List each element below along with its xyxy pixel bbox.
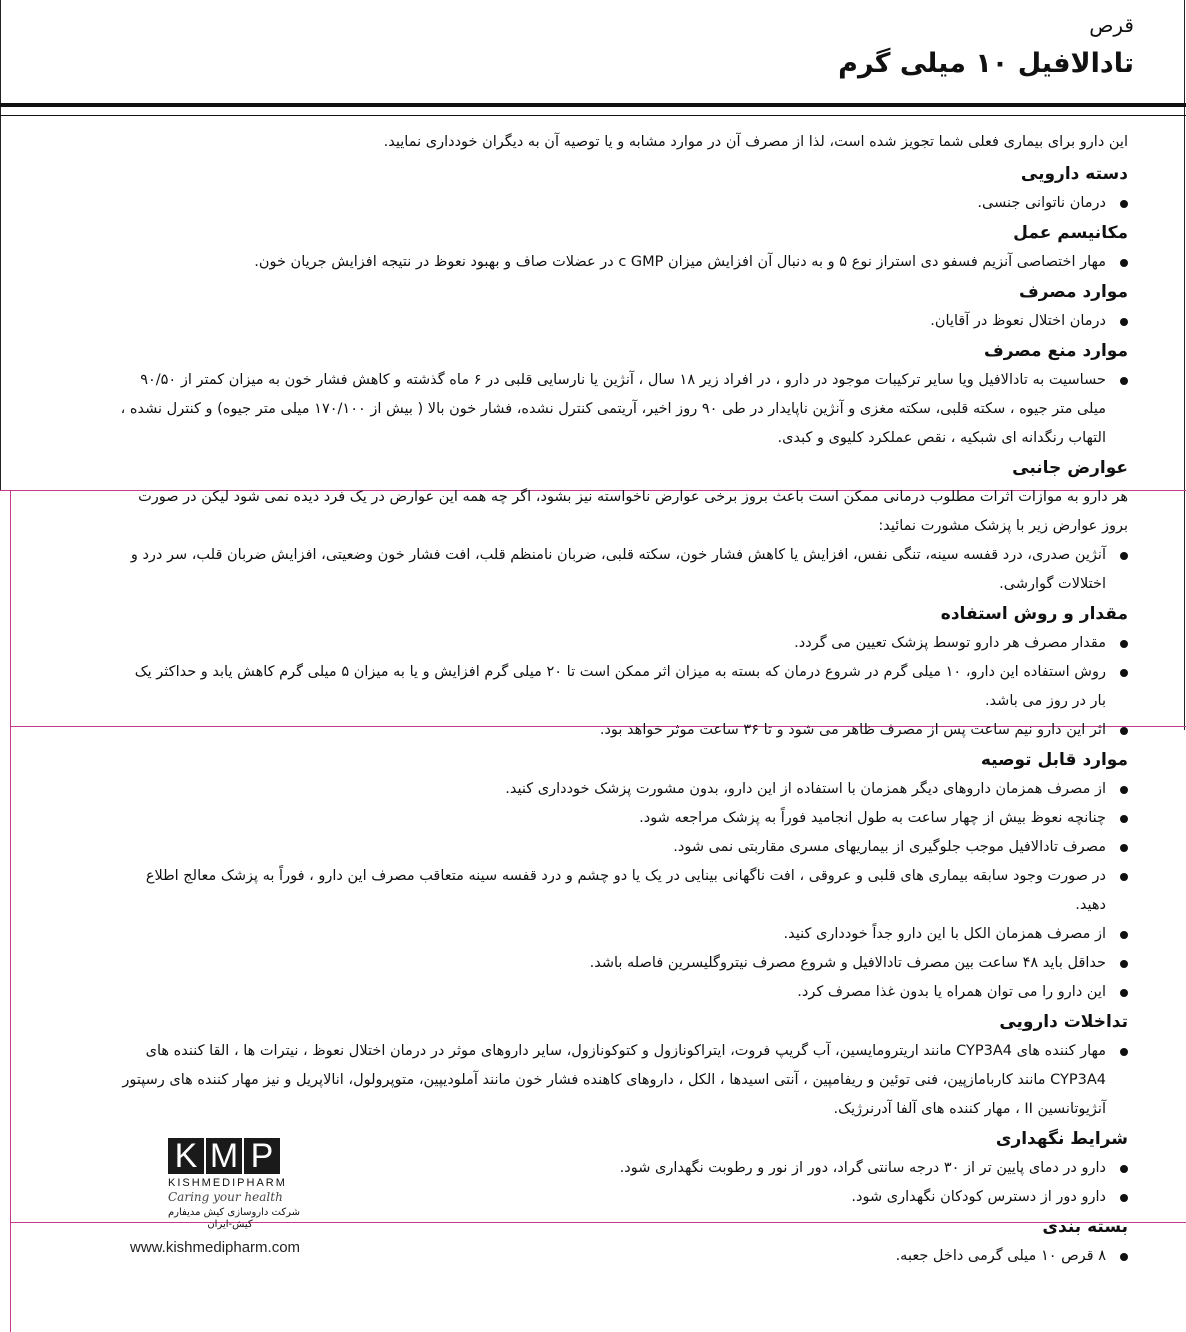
list-item: حساسیت به تادالافیل ویا سایر ترکیبات موجود در دارو ، در افراد زیر ۱۸ سال ، آنژین یا نارسایی قلبی در ۶ ماه گذشته و کاهش فشار خون به میزان کمتر از ۹۰/۵۰ میلی متر جیوه ، سکته قلبی، سکته مغزی و آنژین ناپایدار در طی ۹۰ روز اخیر، آریتمی کنترل نشده، فشار خون بالا ( بیش از ۱۷۰/۱۰۰ میلی متر جیوه) و کنترل نشده ، التهاب رنگدانه ای شبکیه ، نقص عملکرد کلیوی و کبدی.	[120, 366, 1128, 453]
list-item: مقدار مصرف هر دارو توسط پزشک تعیین می گردد.	[120, 629, 1128, 658]
list-item: چنانچه نعوظ بیش از چهار ساعت به طول انجامید فوراً به پزشک مراجعه شود.	[120, 804, 1128, 833]
bullet-icon	[1120, 786, 1128, 794]
logo-letter: P	[244, 1138, 280, 1174]
leaflet-body	[120, 128, 1128, 1271]
bullet-icon	[1120, 318, 1128, 326]
bullet-icon	[1120, 931, 1128, 939]
bullet-icon	[1120, 377, 1128, 385]
section-title-packaging: بسته بندی	[1042, 1217, 1128, 1237]
section-title-recommendations: موارد قابل توصیه	[980, 750, 1128, 770]
list-item: دارو در دمای پایین تر از ۳۰ درجه سانتی گراد، دور از نور و رطوبت نگهداری شود.	[120, 1154, 1128, 1183]
kmp-logo-icon	[168, 1138, 330, 1174]
left-border-line	[0, 0, 1, 490]
list-item: از مصرف همزمان داروهای دیگر همزمان با استفاده از این دارو، بدون مشورت پزشک خودداری کنید.	[120, 775, 1128, 804]
list-item: حداقل باید ۴۸ ساعت بین مصرف تادالافیل و شروع مصرف نیتروگلیسرین فاصله باشد.	[120, 949, 1128, 978]
bullet-icon	[1120, 815, 1128, 823]
bullet-icon	[1120, 1194, 1128, 1202]
list-item: از مصرف همزمان الکل با این دارو جداً خودداری کنید.	[120, 920, 1128, 949]
bullet-icon	[1120, 669, 1128, 677]
side-effects-intro: هر دارو به موازات اثرات مطلوب درمانی ممکن است باعث بروز برخی عوارض ناخواسته نیز بشود، اگر چه همه این عوارض در یک فرد دیده نمی شود لیکن در صورت بروز عوارض زیر با پزشک مشورت نمائید:	[138, 489, 1128, 534]
list-item: درمان اختلال نعوظ در آقایان.	[120, 307, 1128, 336]
company-name-fa: شرکت داروسازی کیش مدیفارم	[167, 1207, 300, 1218]
section-title-mechanism: مکانیسم عمل	[1013, 223, 1128, 243]
list-item: ۸ قرص ۱۰ میلی گرمی داخل جعبه.	[120, 1242, 1128, 1271]
bullet-icon	[1120, 1165, 1128, 1173]
drug-name: تادالافیل ۱۰ میلی گرم	[838, 48, 1134, 79]
bullet-icon	[1120, 1048, 1128, 1056]
bullet-icon	[1120, 873, 1128, 881]
header-rule-thick	[0, 103, 1186, 107]
website-link[interactable]: www.kishmedipharm.com	[130, 1239, 301, 1256]
bullet-icon	[1120, 200, 1128, 208]
list-item: مهار کننده های CYP3A4 مانند اریترومایسین، آب گریپ فروت، ایتراکونازول و کتوکونازول، سایر داروهای موثر در درمان اختلال نعوظ ، نیترات ها ، القا کننده های CYP3A4 مانند کاربامازپین، فنی توئین و ریفامپین ، آنتی اسیدها ، الکل ، داروهای کاهنده فشار خون مانند آملودیپین، متوپرولول، انالاپریل و نیز مهار کننده های رسپتور آنژیوتانسین II ، مهار کننده های آلفا آدرنرژیک.	[120, 1037, 1128, 1124]
logo-letter: M	[206, 1138, 242, 1174]
bullet-icon	[1120, 844, 1128, 852]
list-item: روش استفاده این دارو، ۱۰ میلی گرم در شروع درمان که بسته به میزان اثر ممکن است تا ۲۰ میلی گرم افزایش و یا به میزان ۵ میلی گرم کاهش یابد و حداکثر یک بار در روز می باشد.	[120, 658, 1128, 716]
list-item: درمان ناتوانی جنسی.	[120, 189, 1128, 218]
section-title-contraindications: موارد منع مصرف	[983, 341, 1128, 361]
right-border-line	[1184, 0, 1185, 730]
bullet-icon	[1120, 727, 1128, 735]
list-item: این دارو را می توان همراه یا بدون غذا مصرف کرد.	[120, 978, 1128, 1007]
list-item: دارو دور از دسترس کودکان نگهداری شود.	[120, 1183, 1128, 1212]
section-title-side-effects: عوارض جانبی	[1012, 458, 1128, 478]
section-title-indications: موارد مصرف	[1018, 282, 1128, 302]
list-item: مصرف تادالافیل موجب جلوگیری از بیماریهای مسری مقاربتی نمی شود.	[120, 833, 1128, 862]
fold-mark-left	[10, 490, 11, 1332]
intro-text: این دارو برای بیماری فعلی شما تجویز شده است، لذا از مصرف آن در موارد مشابه و یا توصیه آن به دیگران خودداری نمایید.	[383, 134, 1128, 150]
leaflet-header	[534, 10, 1134, 84]
bullet-icon	[1120, 640, 1128, 648]
section-title-dosage: مقدار و روش استفاده	[940, 604, 1128, 624]
manufacturer-logo	[130, 1138, 330, 1256]
logo-letter: K	[168, 1138, 204, 1174]
section-title-storage: شرایط نگهداری	[995, 1129, 1128, 1149]
dosage-form: قرص	[1089, 13, 1134, 37]
list-item: در صورت وجود سابقه بیماری های قلبی و عروقی ، افت ناگهانی بینایی در یک یا دو چشم و درد قفسه سینه متعاقب مصرف این دارو ، فوراً به پزشک معالج اطلاع دهید.	[120, 862, 1128, 920]
list-item: اثر این دارو نیم ساعت پس از مصرف ظاهر می شود و تا ۳۶ ساعت موثر خواهد بود.	[120, 716, 1128, 745]
list-item: آنژین صدری، درد قفسه سینه، تنگی نفس، افزایش یا کاهش فشار خون، سکته قلبی، ضربان نامنظم قلب، افت فشار خون وضعیتی، افزایش ضربان قلب، سر درد و اختلالات گوارشی.	[120, 541, 1128, 599]
header-rule-thin	[0, 115, 1186, 116]
bullet-icon	[1120, 960, 1128, 968]
bullet-icon	[1120, 1253, 1128, 1261]
list-item: مهار اختصاصی آنزیم فسفو دی استراز نوع ۵ و به دنبال آن افزایش میزان c GMP در عضلات صاف و بهبود نعوظ در نتیجه افزایش جریان خون.	[120, 248, 1128, 277]
section-title-pharm-class: دسته دارویی	[1020, 164, 1128, 184]
brand-tagline: Caring your health	[168, 1190, 283, 1204]
section-title-interactions: تداخلات دارویی	[999, 1012, 1128, 1032]
bullet-icon	[1120, 552, 1128, 560]
company-city-fa: کیش-ایران	[207, 1219, 253, 1230]
brand-name: KISHMEDIPHARM	[168, 1177, 287, 1189]
bullet-icon	[1120, 989, 1128, 997]
bullet-icon	[1120, 259, 1128, 267]
